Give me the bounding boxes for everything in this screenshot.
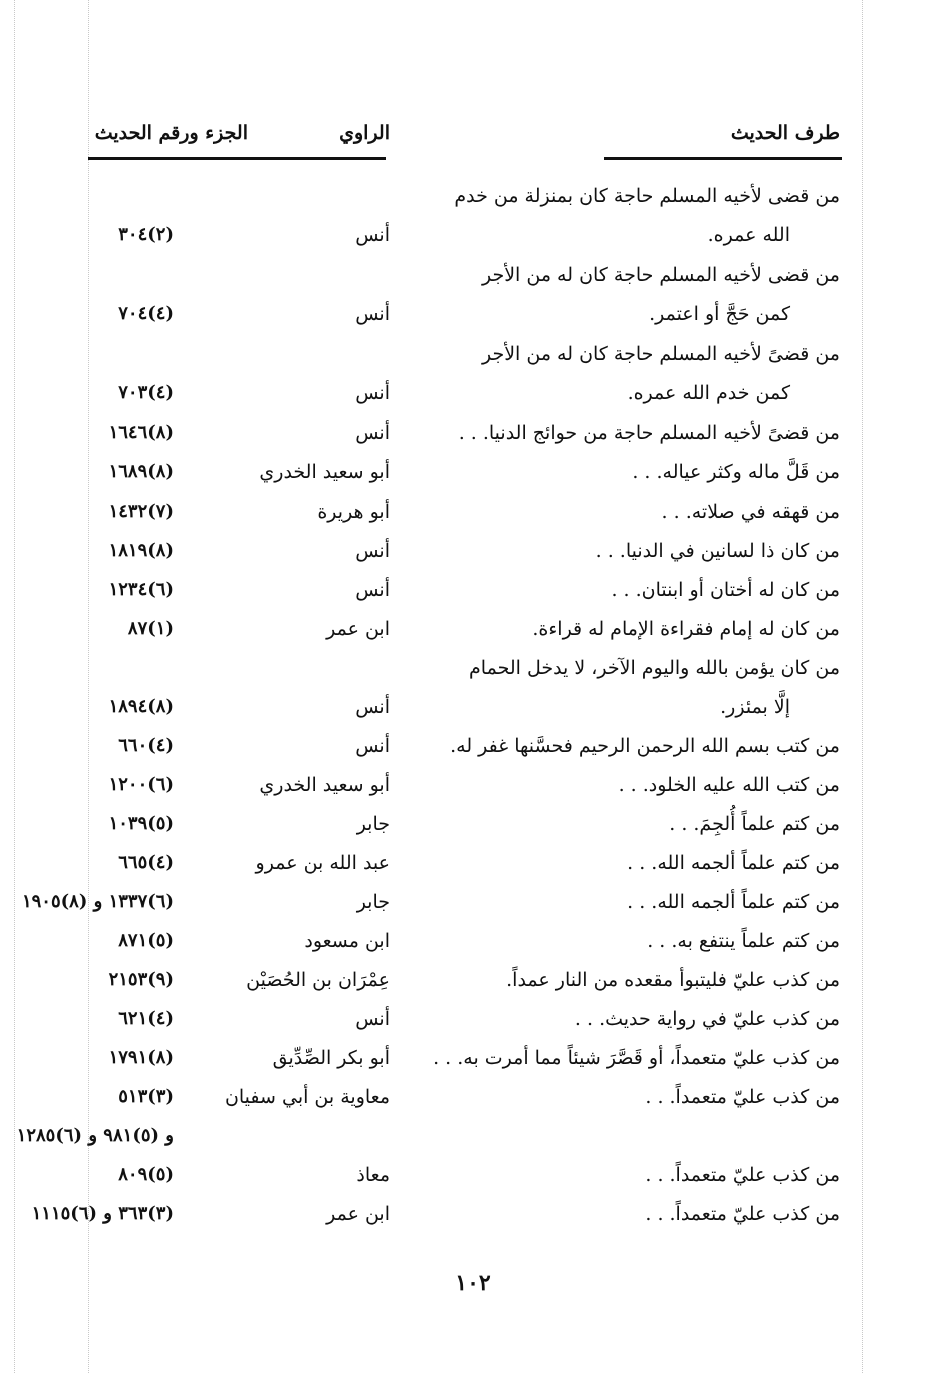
column-header-reference: الجزء ورقم الحديث [94,122,248,144]
hadith-text: من كذب عليّ فليتبوأ مقعده من النار عمداً. [506,969,840,991]
column-header-narrator: الراوي [339,122,390,144]
narrator: أنس [355,540,390,562]
index-row [0,774,946,812]
hadith-text: من قَلَّ ماله وكثر عياله. . . [632,461,840,483]
narrator: أبو سعيد الخدري [259,774,390,796]
index-row [0,1086,946,1124]
hadith-text: من كذب عليّ في رواية حديث. . . [574,1008,840,1030]
index-row [0,696,946,734]
hadith-reference: (٦)١٣٣٧ و (٨)١٩٠٥ [21,891,174,912]
narrator: ابن مسعود [304,930,390,952]
hadith-text: كمن حَجَّ أو اعتمر. [649,303,790,325]
hadith-reference: (٩)٢١٥٣ [108,969,174,990]
hadith-text: من كذب عليّ متعمداً. . . [645,1086,840,1108]
hadith-reference: (٧)١٤٣٢ [108,501,174,522]
hadith-text: من قضىً لأخيه المسلم حاجة كان له من الأجر [481,343,840,365]
hadith-text: من كتم علماً ألجمه الله. . . [627,852,840,874]
hadith-reference: (٨)١٦٤٦ [108,422,174,443]
hadith-text: من كذب عليّ متعمداً، أو قَصَّرَ شيئاً مما أمرت به. . . [433,1047,840,1069]
hadith-text: إلَّا بمئزر. [720,696,790,718]
narrator: أنس [355,696,390,718]
index-row [0,579,946,617]
index-row [0,540,946,578]
narrator: أنس [355,735,390,757]
hadith-reference: و (٥)٩٨١ و (٦)١٢٨٥ [16,1125,174,1146]
hadith-text: من كذب عليّ متعمداً. . . [645,1164,840,1186]
narrator: أنس [355,224,390,246]
index-row [0,382,946,420]
hadith-reference: (٨)١٨١٩ [108,540,174,561]
index-row [0,264,946,302]
narrator: أبو بكر الصِّدِّيق [272,1047,390,1069]
narrator: أبو هريرة [317,501,390,523]
hadith-text: من كتب الله عليه الخلود. . . [618,774,840,796]
hadith-text: من كان ذا لسانين في الدنيا. . . [595,540,840,562]
index-row [0,185,946,223]
hadith-reference: (٤)٧٠٣ [118,382,174,403]
hadith-reference: (٨)١٧٩١ [108,1047,174,1068]
index-row [0,224,946,262]
narrator: أبو سعيد الخدري [259,461,390,483]
header-rule-left [88,157,386,160]
index-row [0,1125,946,1163]
index-row [0,657,946,695]
hadith-reference: (٦)١٢٠٠ [108,774,174,795]
hadith-reference: (٢)٣٠٤ [118,224,174,245]
index-row [0,813,946,851]
hadith-text: من كتم علماً أُلجِمَ. . . [669,813,840,835]
index-row [0,1164,946,1202]
hadith-reference: (٥)٨٠٩ [118,1164,174,1185]
index-row [0,969,946,1007]
hadith-text: من كذب عليّ متعمداً. . . [645,1203,840,1225]
index-row [0,1008,946,1046]
hadith-reference: (٦)١٢٣٤ [108,579,174,600]
hadith-reference: (٤)٧٠٤ [118,303,174,324]
hadith-reference: (٨)١٦٨٩ [108,461,174,482]
narrator: جابر [356,891,390,913]
narrator: ابن عمر [326,1203,390,1225]
index-row [0,930,946,968]
index-row [0,343,946,381]
narrator: أنس [355,422,390,444]
index-row [0,735,946,773]
narrator: عِمْرَان بن الحُصَيْن [246,969,390,991]
narrator: أنس [355,579,390,601]
index-row [0,501,946,539]
narrator: جابر [356,813,390,835]
narrator: معاوية بن أبي سفيان [224,1086,390,1108]
narrator: عبد الله بن عمرو [255,852,390,874]
hadith-reference: (٤)٦٦٥ [118,852,174,873]
hadith-reference: (٣)٥١٣ [118,1086,174,1107]
hadith-text: من كان له أختان أو ابنتان. . . [611,579,840,601]
hadith-reference: (٥)١٠٣٩ [108,813,174,834]
index-row [0,303,946,341]
header-rule-right [604,157,842,160]
narrator: أنس [355,382,390,404]
hadith-text: من قضى لأخيه المسلم حاجة كان له من الأجر [481,264,840,286]
index-row [0,852,946,890]
hadith-text: من كتم علماً ألجمه الله. . . [627,891,840,913]
hadith-reference: (٥)٨٧١ [118,930,174,951]
index-row [0,618,946,656]
hadith-text: الله عمره. [707,224,790,246]
narrator: أنس [355,1008,390,1030]
index-row [0,461,946,499]
page-number: ١٠٢ [455,1270,491,1296]
hadith-reference: (٣)٣٦٣ و (٦)١١١٥ [31,1203,174,1224]
narrator: معاذ [356,1164,390,1186]
hadith-text: من قضىً لأخيه المسلم حاجة من حوائج الدنيا. . . [458,422,840,444]
hadith-reference: (٤)٦٦٠ [118,735,174,756]
hadith-text: من كتب بسم الله الرحمن الرحيم فحسَّنها غفر له. [450,735,840,757]
hadith-text: من كان يؤمن بالله واليوم الآخر، لا يدخل الحمام [469,657,840,679]
index-row [0,891,946,929]
index-row [0,1047,946,1085]
index-row [0,422,946,460]
index-row [0,1203,946,1241]
hadith-reference: (٨)١٨٩٤ [108,696,174,717]
column-header-hadith: طرف الحديث [730,122,840,144]
hadith-text: من قضى لأخيه المسلم حاجة كان بمنزلة من خدم [454,185,840,207]
hadith-text: كمن خدم الله عمره. [627,382,790,404]
hadith-text: من كتم علماً ينتفع به. . . [647,930,840,952]
hadith-reference: (٤)٦٢١ [118,1008,174,1029]
hadith-text: من كان له إمام فقراءة الإمام له قراءة. [532,618,840,640]
hadith-reference: (١)٨٧ [127,618,174,639]
hadith-text: من قهقه في صلاته. . . [661,501,840,523]
narrator: ابن عمر [326,618,390,640]
narrator: أنس [355,303,390,325]
